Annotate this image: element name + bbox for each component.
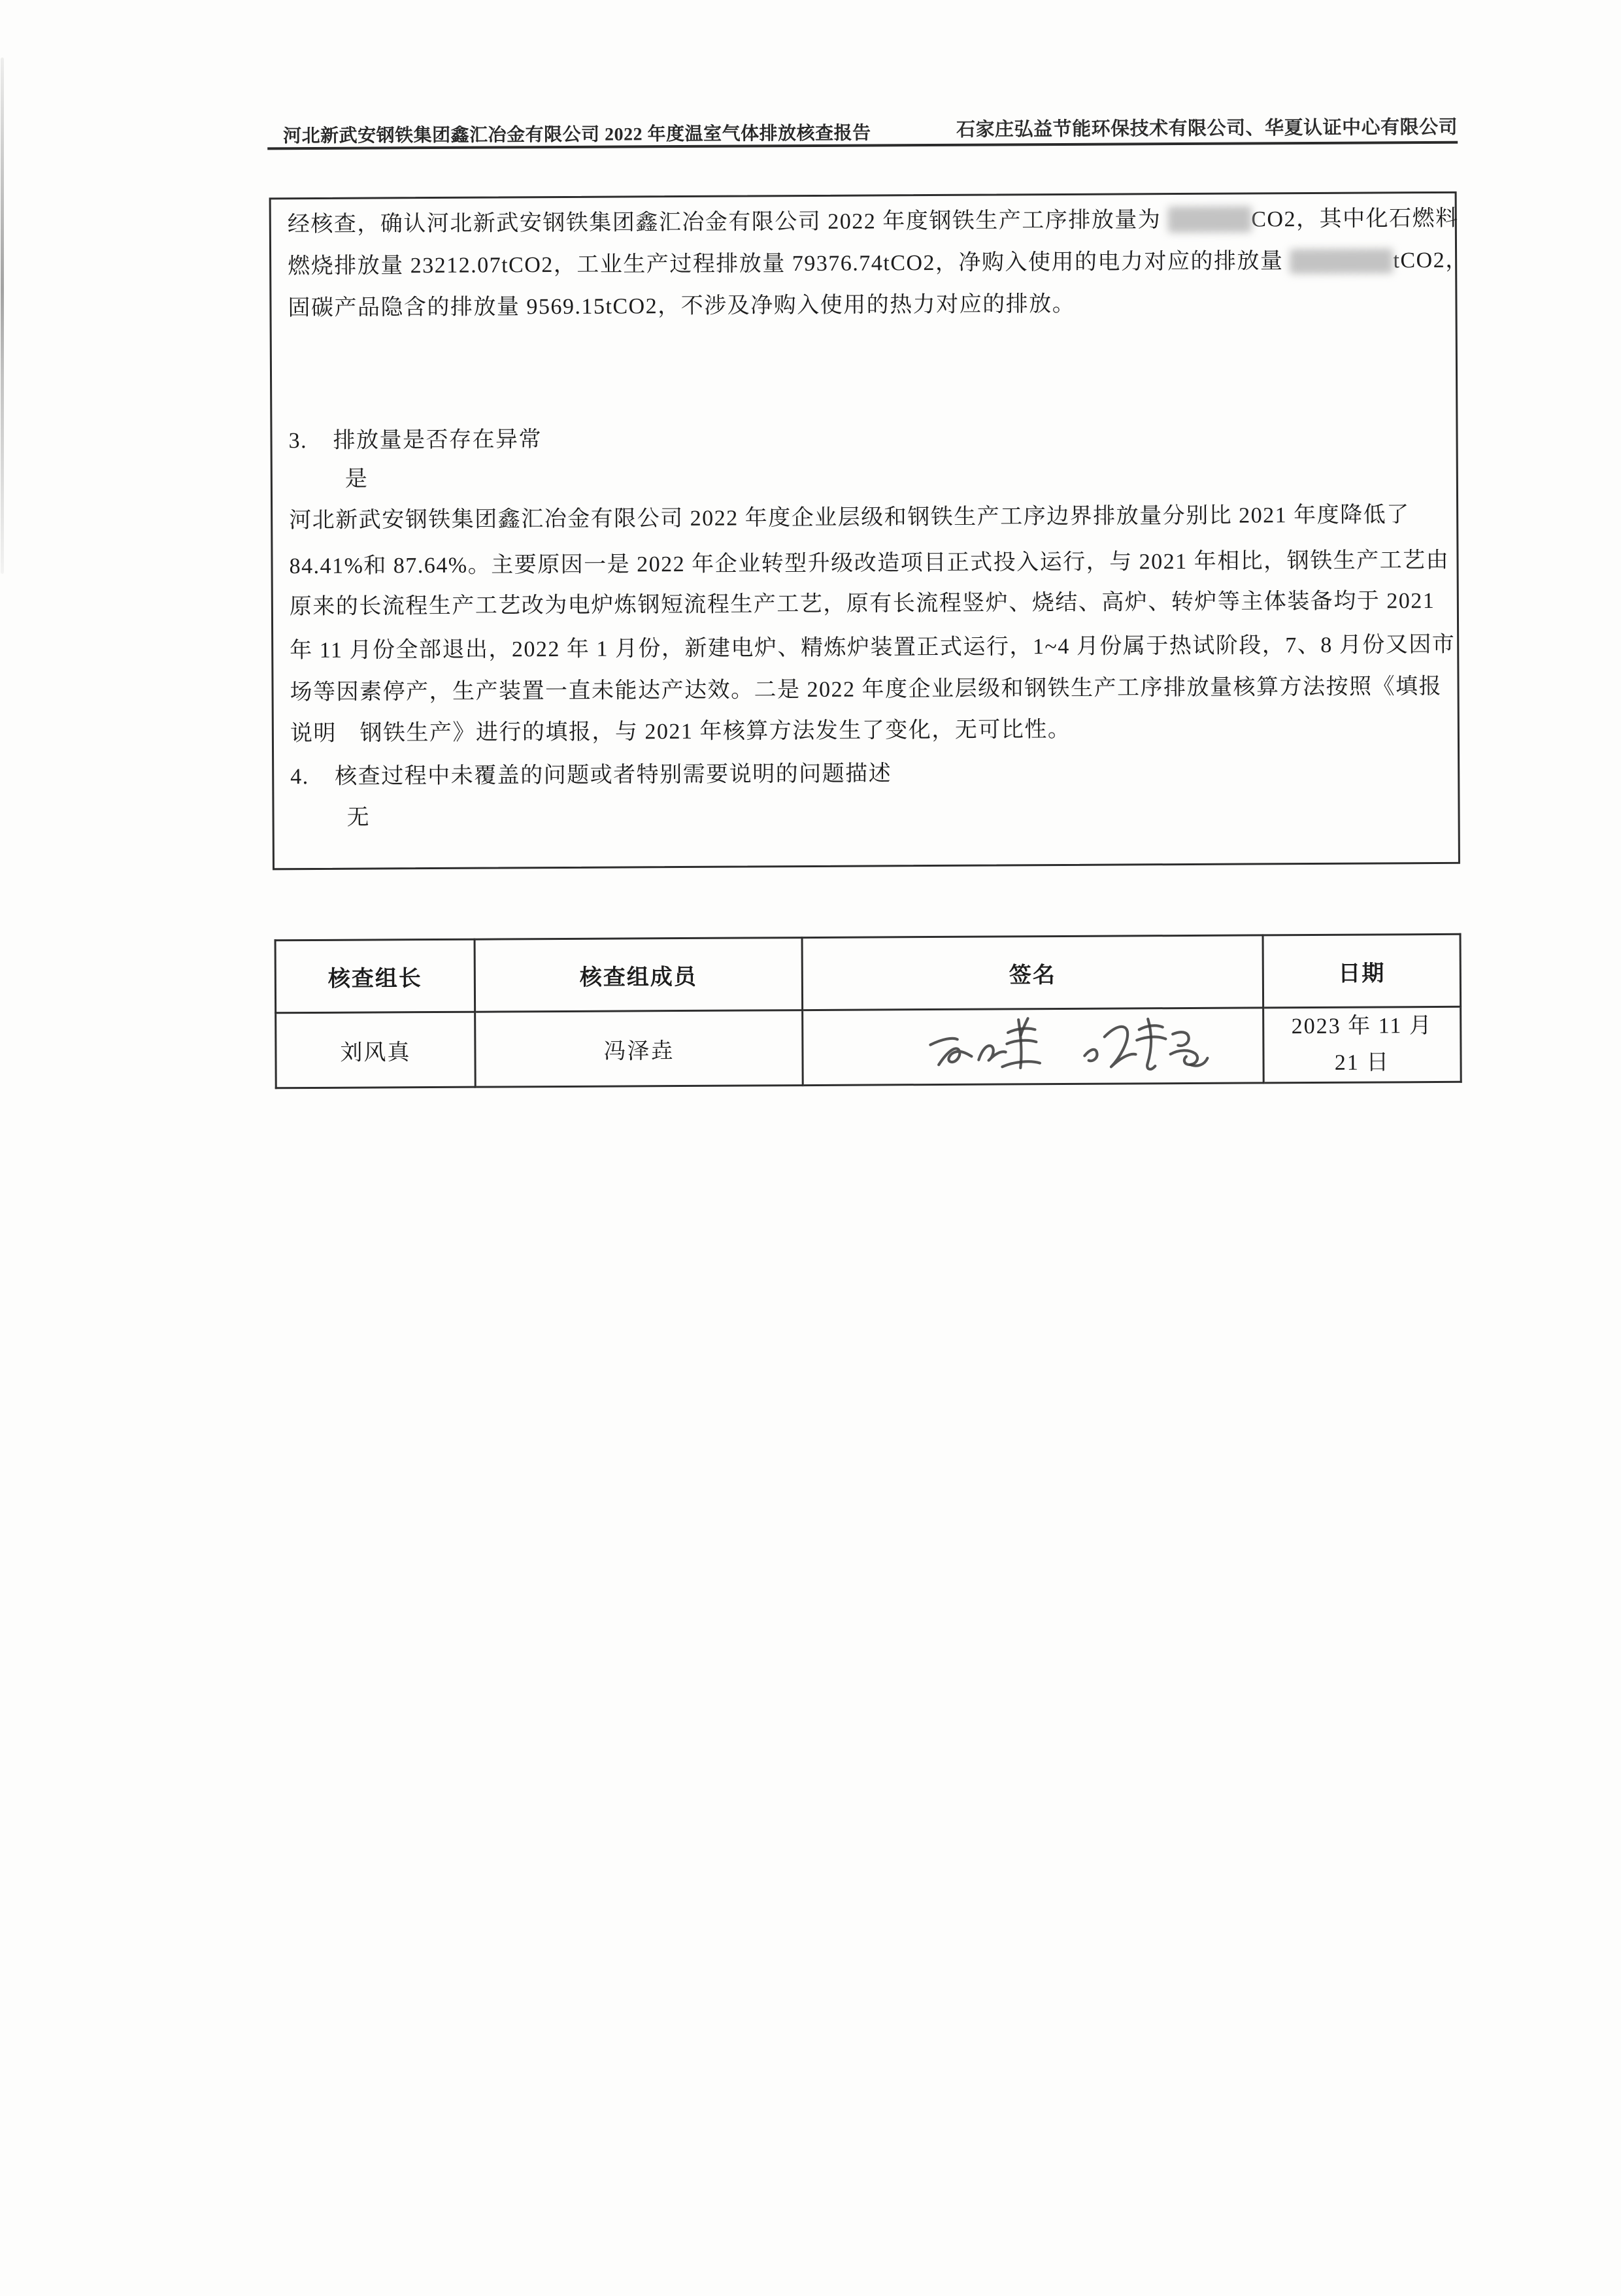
finding-line-2 — [288, 246, 1469, 281]
findings-box — [269, 191, 1469, 870]
column-header-team-leader: 核查组长 — [275, 939, 475, 1013]
question-4-answer: 无 — [346, 805, 371, 830]
q3-body-line-5: 场等因素停产，生产装置一直未能达产达效。二是 2022 年度企业层级和钢铁生产工序排放量核算方法按照《填报 — [290, 674, 1443, 705]
column-header-team-members: 核查组成员 — [475, 938, 803, 1012]
redacted-electricity-emission-value — [1290, 248, 1393, 274]
finding-line-2-pre: 燃烧排放量 23212.07tCO2，工业生产过程排放量 79376.74tCO2，净购入使用的电力对应的排放量 — [288, 249, 1290, 279]
q3-body-line-1: 河北新武安钢铁集团鑫汇冶金有限公司 2022 年度企业层级和钢铁生产工序边界排放量分别比 2021 年度降低了 — [289, 503, 1410, 533]
question-4-heading — [290, 757, 1441, 791]
redacted-total-emission-value — [1167, 206, 1251, 233]
signoff-data-row — [276, 1007, 1462, 1088]
question-3-number: 3. — [288, 429, 308, 454]
finding-line-3: 固碳产品隐含的排放量 9569.15tCO2，不涉及净购入使用的热力对应的排放。 — [288, 291, 1076, 321]
header-verifier-names: 石家庄弘益节能环保技术有限公司、华夏认证中心有限公司 — [956, 116, 1458, 141]
question-4-number: 4. — [290, 765, 309, 790]
question-3-answer: 是 — [344, 467, 369, 491]
q3-body-line-3: 原来的长流程生产工艺改为电炉炼钢短流程生产工艺，原有长流程竖炉、烧结、高炉、转炉等主体装备均于 2021 — [289, 588, 1435, 620]
signoff-table — [275, 933, 1462, 1090]
signoff-date: 2023 年 11 月 21 日 — [1263, 1007, 1462, 1083]
q3-body-line-4: 年 11 月份全部退出，2022 年 1 月份，新建电炉、精炼炉装置正式运行，1~4 月份属于热试阶段，7、8 月份又因市 — [290, 632, 1456, 663]
signature-feng-zeyao — [1084, 1019, 1207, 1070]
column-header-date: 日期 — [1263, 934, 1461, 1008]
finding-line-1-pre: 经核查，确认河北新武安钢铁集团鑫汇冶金有限公司 2022 年度钢铁生产工序排放量为 — [287, 208, 1168, 237]
signature-cell — [803, 1008, 1264, 1086]
signature-liu-fengzhen — [930, 1018, 1040, 1068]
question-4-title: 核查过程中未覆盖的问题或者特别需要说明的问题描述 — [335, 761, 892, 789]
q3-body-line-6: 说明 钢铁生产》进行的填报，与 2021 年核算方法发生了变化，无可比性。 — [290, 717, 1071, 746]
team-member-name: 冯泽垚 — [475, 1010, 803, 1088]
header-report-title: 河北新武安钢铁集团鑫汇冶金有限公司 2022 年度温室气体排放核查报告 — [283, 123, 871, 147]
finding-line-1 — [287, 205, 1459, 239]
finding-line-1-post: CO2，其中化石燃料 — [1251, 206, 1459, 232]
q3-body-line-2: 84.41%和 87.64%。主要原因一是 2022 年企业转型升级改造项目正式投入运行，与 2021 年相比，钢铁生产工艺由 — [289, 548, 1450, 579]
handwritten-signatures — [901, 1012, 1242, 1084]
column-header-signature: 签名 — [802, 935, 1263, 1010]
signoff-header-row — [275, 934, 1461, 1012]
question-3-title: 排放量是否存在异常 — [333, 427, 543, 453]
finding-line-2-post: tCO2， — [1393, 248, 1469, 273]
question-3-heading — [288, 421, 1439, 456]
team-leader-name: 刘风真 — [276, 1012, 476, 1088]
